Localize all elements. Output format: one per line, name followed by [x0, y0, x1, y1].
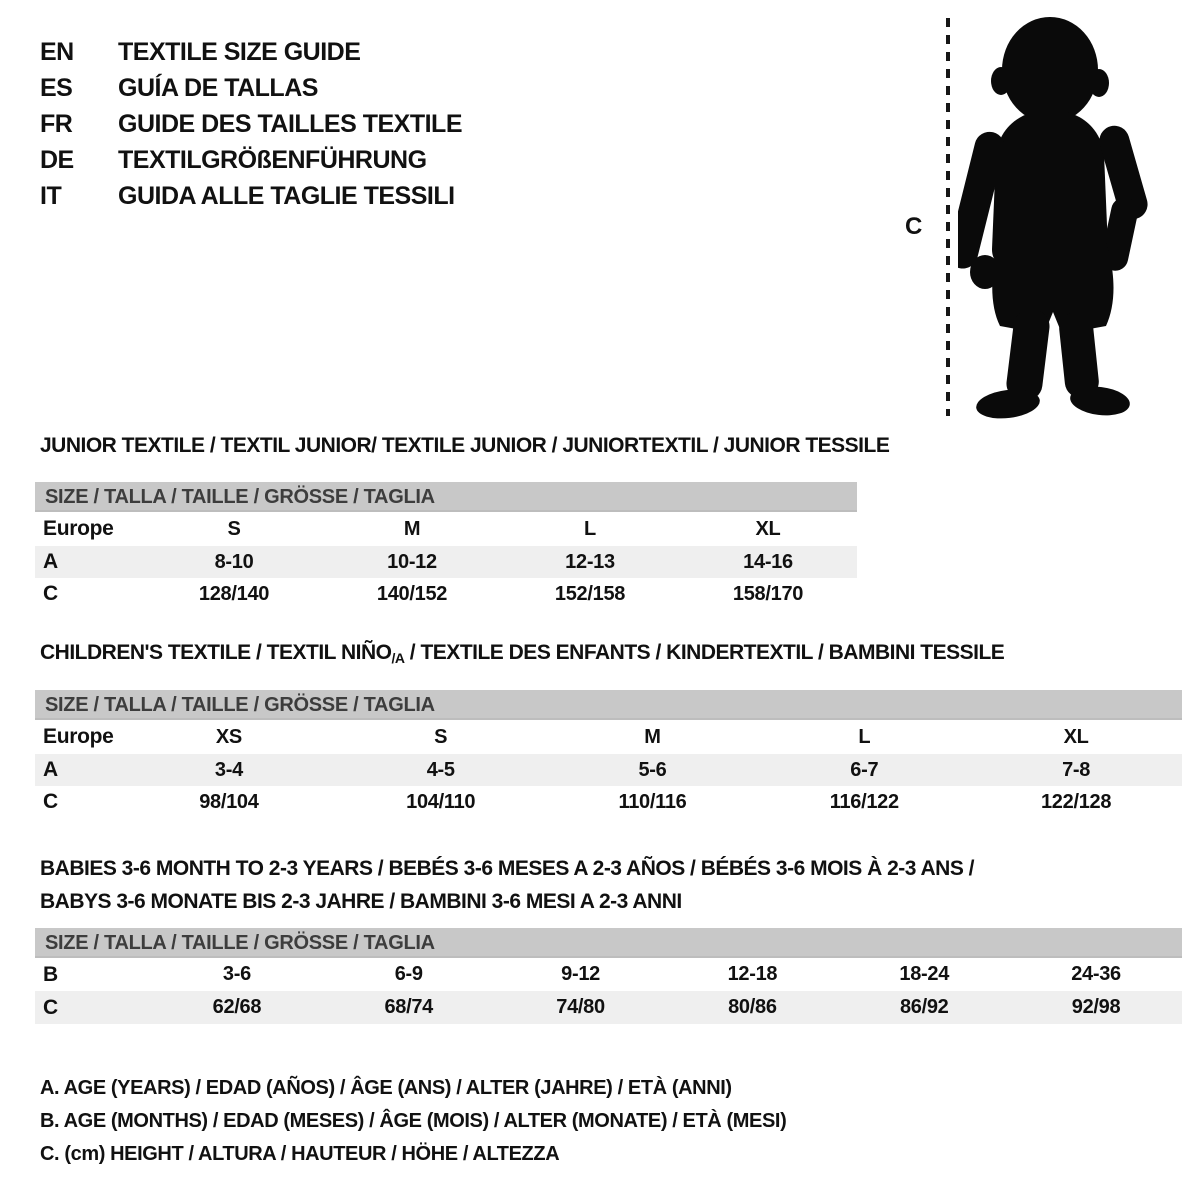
- row-label: C: [43, 790, 58, 813]
- row-label: B: [43, 962, 58, 986]
- row-label: Europe: [43, 725, 114, 748]
- babies-title-line1: BABIES 3-6 MONTH TO 2-3 YEARS / BEBÉS 3-6 MESES A 2-3 AÑOS / BÉBÉS 3-6 MOIS À 2-3 ANS /: [40, 857, 975, 880]
- table-row-months: [35, 958, 1182, 991]
- value-cell: 122/128: [1040, 790, 1112, 813]
- value-cell: 92/98: [1071, 996, 1121, 1018]
- lang-row-es: [40, 70, 462, 106]
- children-title-prefix: CHILDREN'S TEXTILE / TEXTIL NIÑO: [40, 641, 392, 664]
- height-measure-dashed-line: [946, 18, 950, 416]
- lang-row-it: [40, 178, 462, 214]
- value-cell: 9-12: [561, 963, 600, 985]
- value-cell: 12-13: [565, 550, 615, 573]
- lang-title: TEXTILE SIZE GUIDE: [118, 37, 361, 66]
- measure-legend: [40, 1072, 786, 1171]
- value-cell: 68/74: [384, 996, 434, 1018]
- value-cell: 74/80: [556, 996, 605, 1018]
- size-cell: L: [858, 725, 871, 748]
- value-cell: 110/116: [618, 790, 687, 813]
- lang-title: GUÍA DE TALLAS: [118, 73, 318, 102]
- value-cell: 116/122: [829, 790, 899, 813]
- size-cell: XL: [755, 517, 781, 540]
- lang-row-de: [40, 142, 462, 178]
- junior-size-table: [35, 482, 857, 610]
- legend-line-b: B. AGE (MONTHS) / EDAD (MESES) / ÂGE (MOIS) / ALTER (MONATE) / ETÀ (MESI): [40, 1110, 787, 1132]
- children-size-table: [35, 690, 1182, 818]
- table-row-height: [35, 786, 1182, 818]
- lang-row-en: [40, 34, 462, 70]
- value-cell: 62/68: [212, 996, 262, 1018]
- table-header-size: SIZE / TALLA / TAILLE / GRÖSSE / TAGLIA: [35, 928, 1182, 958]
- value-cell: 104/110: [406, 790, 476, 813]
- babies-size-table: [35, 928, 1182, 1024]
- babies-section-title: [40, 852, 974, 918]
- table-row-age: [35, 754, 1182, 786]
- size-cell: XL: [1063, 725, 1089, 748]
- table-header-size: SIZE / TALLA / TAILLE / GRÖSSE / TAGLIA: [35, 482, 857, 512]
- value-cell: 14-16: [743, 550, 793, 573]
- children-title-subscript: /A: [391, 650, 405, 666]
- lang-title: GUIDE DES TAILLES TEXTILE: [118, 109, 463, 138]
- table-row-europe: [35, 720, 1182, 754]
- value-cell: 3-4: [214, 758, 243, 781]
- row-label: C: [43, 995, 58, 1019]
- value-cell: 98/104: [199, 790, 259, 813]
- babies-title-line2: BABYS 3-6 MONATE BIS 2-3 JAHRE / BAMBINI 3-6 MESI A 2-3 ANNI: [40, 890, 682, 913]
- lang-code: EN: [40, 37, 74, 66]
- size-cell: S: [434, 725, 448, 748]
- size-cell: M: [644, 725, 661, 748]
- size-cell: S: [227, 517, 241, 540]
- row-label: A: [43, 550, 58, 573]
- children-section-title: [40, 641, 1004, 666]
- table-header-size: SIZE / TALLA / TAILLE / GRÖSSE / TAGLIA: [35, 690, 1182, 720]
- table-row-height: [35, 991, 1182, 1024]
- lang-code: DE: [40, 145, 74, 174]
- value-cell: 3-6: [222, 963, 251, 985]
- value-cell: 80/86: [728, 996, 777, 1018]
- row-label: C: [43, 582, 58, 605]
- legend-line-c: C. (cm) HEIGHT / ALTURA / HAUTEUR / HÖHE / ALTEZZA: [40, 1143, 560, 1165]
- value-cell: 24-36: [1071, 963, 1121, 985]
- value-cell: 5-6: [638, 758, 667, 781]
- value-cell: 140/152: [376, 582, 448, 605]
- toddler-silhouette-icon: [958, 14, 1154, 426]
- value-cell: 6-7: [850, 758, 879, 781]
- table-row-europe: [35, 512, 857, 546]
- value-cell: 8-10: [214, 550, 254, 573]
- lang-code: ES: [40, 73, 73, 102]
- lang-title: TEXTILGRÖßENFÜHRUNG: [118, 145, 427, 174]
- value-cell: 10-12: [387, 550, 437, 573]
- value-cell: 6-9: [394, 963, 423, 985]
- row-label: A: [43, 758, 58, 781]
- lang-code: IT: [40, 181, 62, 210]
- value-cell: 7-8: [1062, 758, 1091, 781]
- lang-code: FR: [40, 109, 73, 138]
- children-title-suffix: / TEXTILE DES ENFANTS / KINDERTEXTIL / BAMBINI TESSILE: [404, 641, 1005, 664]
- value-cell: 4-5: [426, 758, 455, 781]
- size-cell: M: [403, 517, 421, 540]
- table-row-height: [35, 578, 857, 610]
- value-cell: 152/158: [554, 582, 626, 605]
- value-cell: 128/140: [198, 582, 270, 605]
- value-cell: 12-18: [727, 963, 778, 985]
- legend-line-a: A. AGE (YEARS) / EDAD (AÑOS) / ÂGE (ANS) / ALTER (JAHRE) / ETÀ (ANNI): [40, 1077, 732, 1099]
- row-label: Europe: [43, 517, 114, 540]
- lang-row-fr: [40, 106, 462, 142]
- value-cell: 18-24: [899, 963, 950, 985]
- lang-title: GUIDA ALLE TAGLIE TESSILI: [118, 181, 455, 210]
- value-cell: 158/170: [732, 582, 804, 605]
- table-row-age: [35, 546, 857, 578]
- language-title-list: [40, 34, 462, 214]
- size-cell: XS: [215, 725, 242, 748]
- value-cell: 86/92: [899, 996, 949, 1018]
- junior-section-title: JUNIOR TEXTILE / TEXTIL JUNIOR/ TEXTILE JUNIOR / JUNIORTEXTIL / JUNIOR TESSILE: [40, 434, 890, 457]
- size-cell: L: [584, 517, 596, 540]
- height-measure-label: C: [905, 213, 923, 240]
